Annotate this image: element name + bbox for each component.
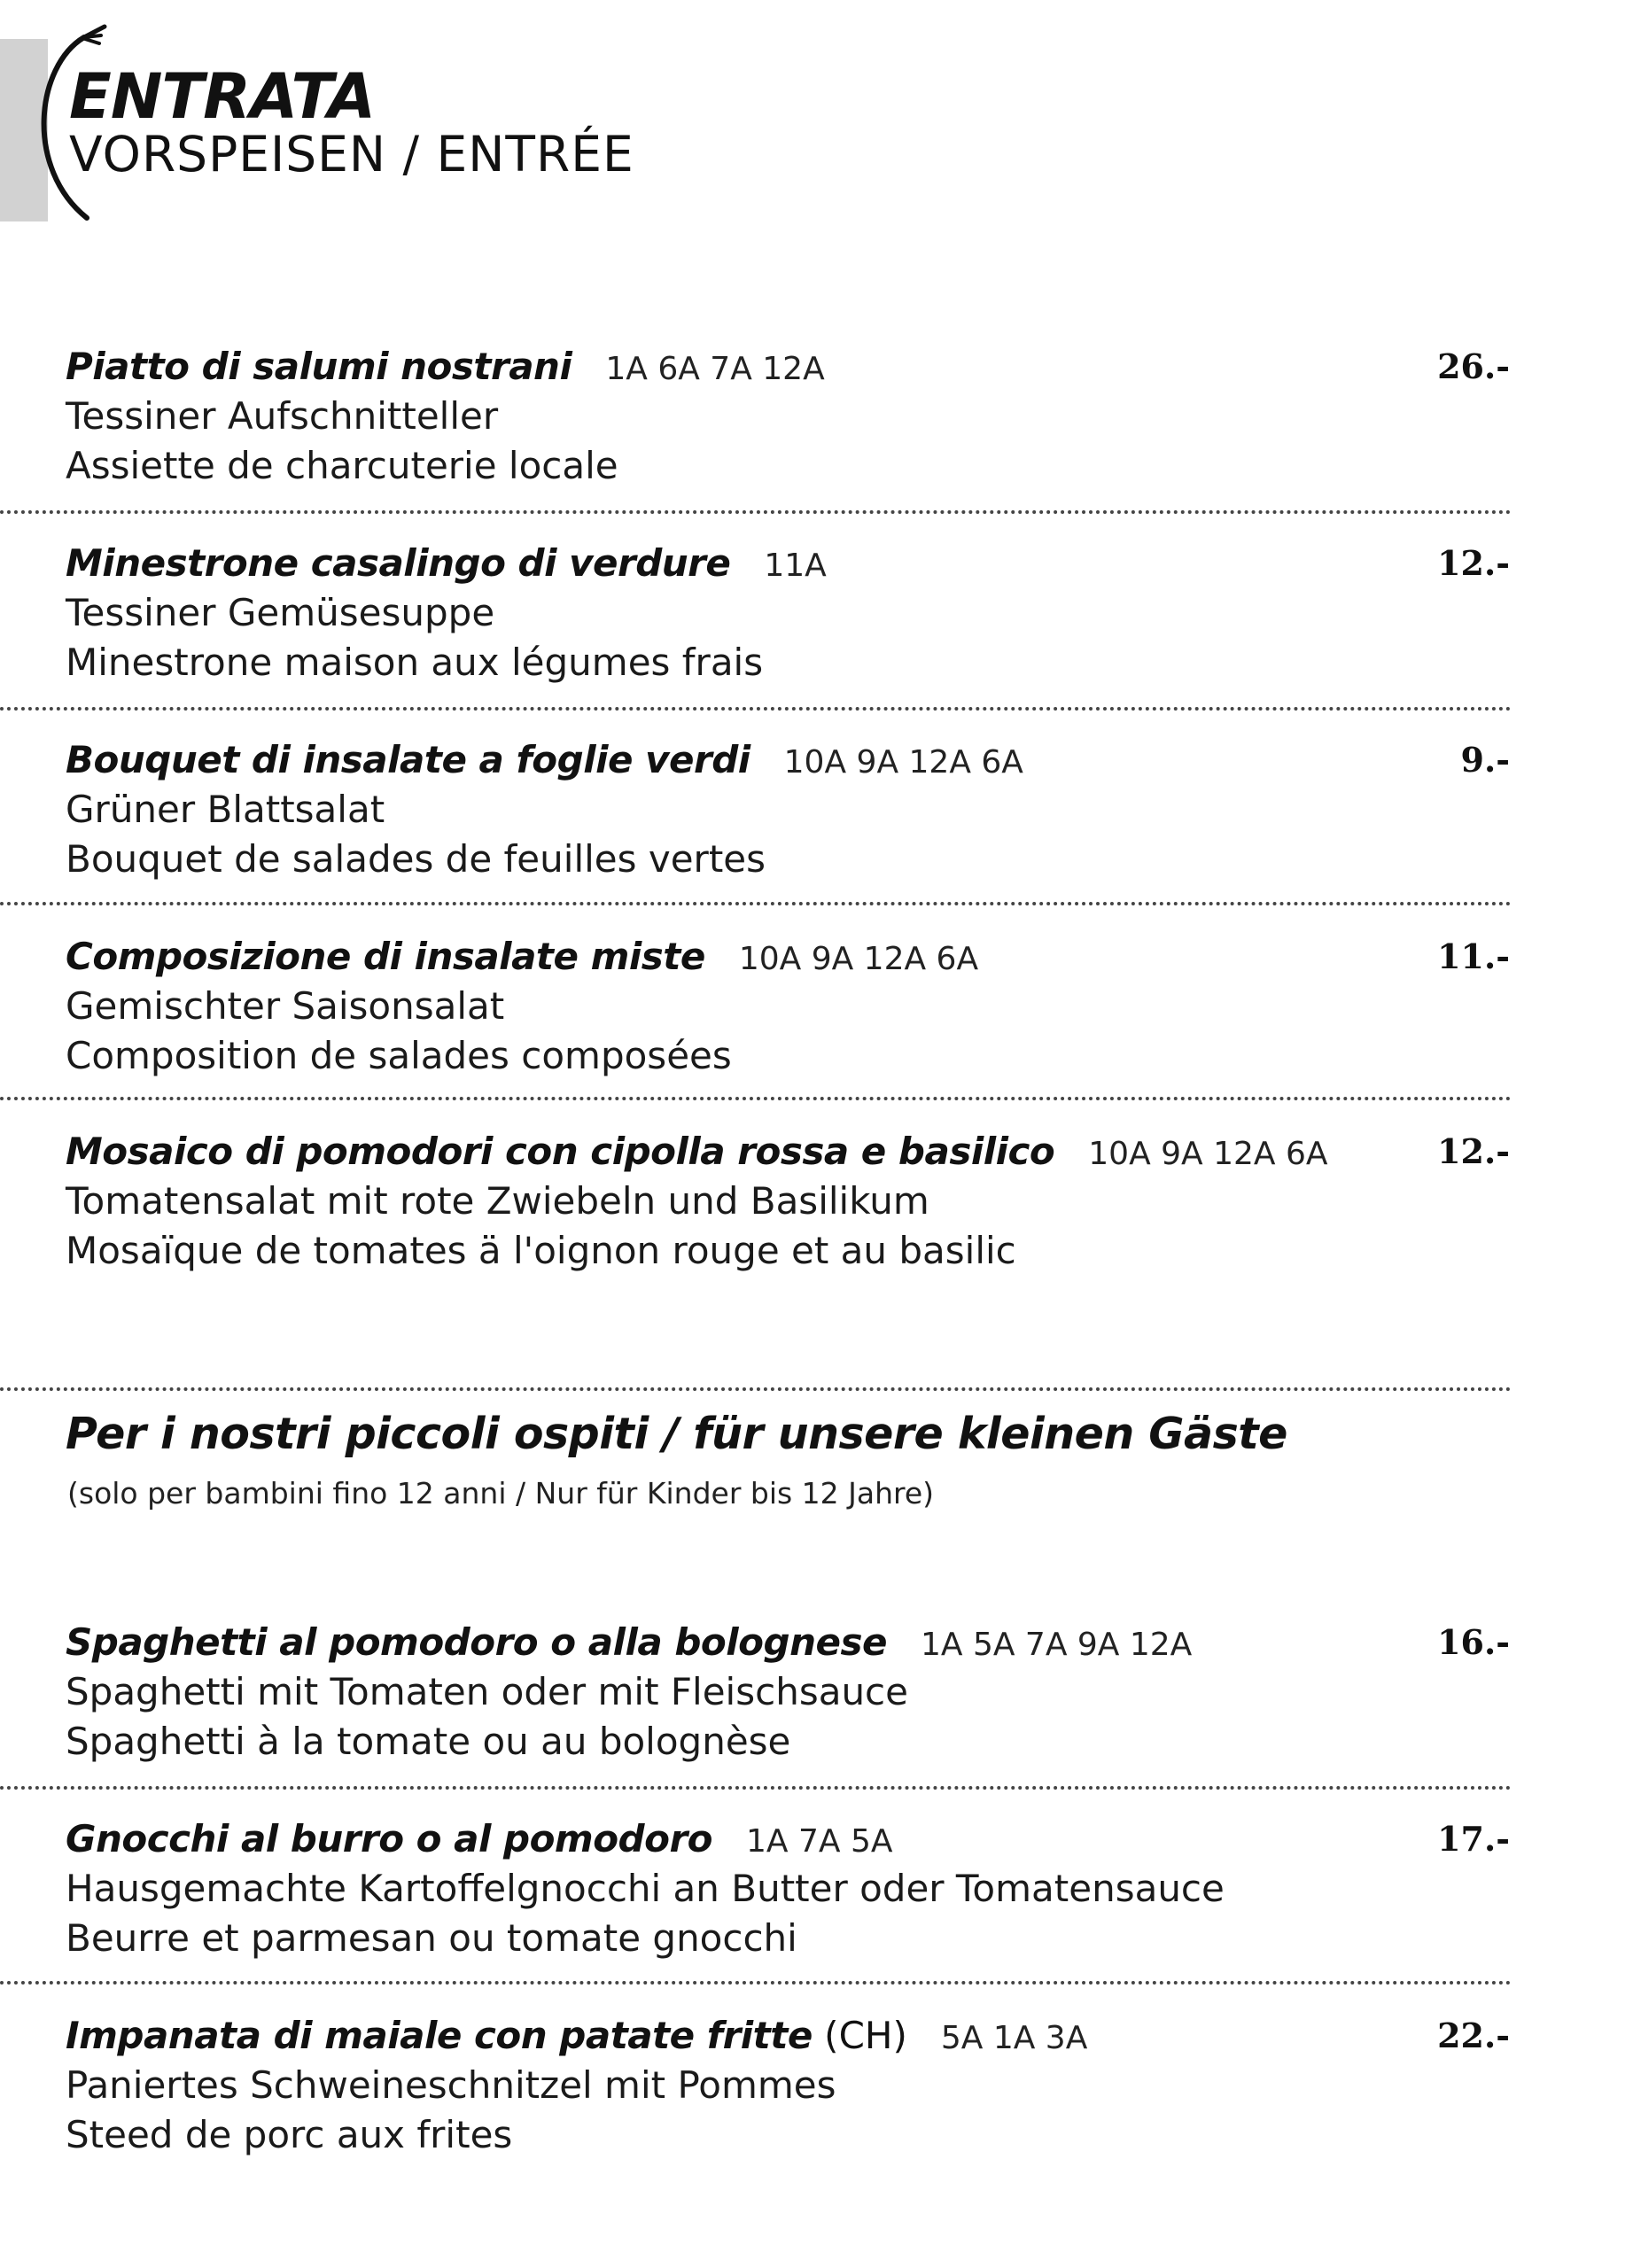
dotted-divider: [0, 902, 1512, 905]
dotted-divider: [0, 510, 1512, 514]
item-desc-fr: Beurre et parmesan ou tomate gnocchi: [66, 1916, 797, 1960]
item-desc-fr: Steed de porc aux frites: [66, 2113, 513, 2156]
item-name-suffix: (CH): [812, 2014, 907, 2057]
item-price: 16.-: [1437, 1622, 1510, 1662]
dotted-divider: [0, 1387, 1512, 1391]
menu-item: [66, 1814, 1510, 1963]
item-desc-de: Gemischter Saisonsalat: [66, 984, 505, 1028]
item-allergens: 10A 9A 12A 6A: [1088, 1136, 1328, 1172]
item-price: 11.-: [1437, 936, 1510, 976]
item-desc-fr: Minestrone maison aux légumes frais: [66, 641, 764, 684]
dotted-divider: [0, 1097, 1512, 1100]
page-subtitle: VORSPEISEN / ENTRÉE: [69, 126, 634, 183]
item-desc-de: Spaghetti mit Tomaten oder mit Fleischsauce: [66, 1670, 908, 1713]
item-desc-de: Grüner Blattsalat: [66, 788, 385, 831]
item-name: Gnocchi al burro o al pomodoro: [66, 1817, 713, 1860]
item-desc-de: Tessiner Gemüsesuppe: [66, 591, 495, 634]
item-price: 26.-: [1437, 346, 1510, 386]
menu-item: [66, 342, 1510, 491]
item-name: Mosaico di pomodori con cipolla rossa e basilico: [66, 1130, 1055, 1173]
item-price: 17.-: [1437, 1819, 1510, 1859]
item-desc-de: Hausgemachte Kartoffelgnocchi an Butter oder Tomatensauce: [66, 1867, 1225, 1910]
item-desc-fr: Spaghetti à la tomate ou au bolognèse: [66, 1720, 791, 1763]
item-name: Piatto di salumi nostrani: [66, 345, 572, 388]
item-allergens: 11A: [764, 548, 827, 584]
dotted-divider: [0, 707, 1512, 711]
dotted-divider: [0, 1786, 1512, 1790]
item-price: 12.-: [1437, 1131, 1510, 1171]
menu-item: [66, 932, 1510, 1081]
menu-item: [66, 1618, 1510, 1767]
item-allergens: 10A 9A 12A 6A: [738, 941, 979, 977]
item-price: 12.-: [1437, 543, 1510, 583]
item-desc-de: Tessiner Aufschnitteller: [66, 394, 499, 438]
item-desc-de: Tomatensalat mit rote Zwiebeln und Basilikum: [66, 1179, 929, 1223]
item-price: 9.-: [1460, 740, 1510, 780]
item-allergens: 1A 5A 7A 9A 12A: [920, 1627, 1193, 1663]
item-name: Impanata di maiale con patate fritte: [66, 2014, 813, 2057]
item-price: 22.-: [1437, 2016, 1510, 2055]
item-allergens: 1A 7A 5A: [746, 1823, 893, 1860]
item-name: Composizione di insalate miste: [66, 935, 705, 978]
kids-section-note: (solo per bambini fino 12 anni / Nur für Kinder bis 12 Jahre): [67, 1476, 935, 1511]
menu-item: [66, 1127, 1510, 1276]
page-title: ENTRATA: [69, 60, 376, 133]
item-desc-fr: Mosaïque de tomates ä l'oignon rouge et au basilic: [66, 1229, 1016, 1272]
item-allergens: 10A 9A 12A 6A: [783, 744, 1023, 781]
item-allergens: 1A 6A 7A 12A: [605, 351, 825, 387]
item-desc-fr: Assiette de charcuterie locale: [66, 444, 618, 487]
kids-section-title: Per i nostri piccoli ospiti / für unsere kleinen Gäste: [66, 1409, 1287, 1459]
menu-item: [66, 735, 1510, 884]
item-name: Spaghetti al pomodoro o alla bolognese: [66, 1620, 887, 1664]
item-desc-fr: Composition de salades composées: [66, 1034, 732, 1077]
item-allergens: 5A 1A 3A: [940, 2020, 1088, 2056]
item-desc-fr: Bouquet de salades de feuilles vertes: [66, 837, 766, 881]
item-desc-de: Paniertes Schweineschnitzel mit Pommes: [66, 2063, 836, 2107]
item-name: Bouquet di insalate a foglie verdi: [66, 738, 750, 781]
menu-item: [66, 2011, 1510, 2160]
item-name: Minestrone casalingo di verdure: [66, 541, 731, 585]
dotted-divider: [0, 1981, 1512, 1984]
menu-item: [66, 539, 1510, 687]
